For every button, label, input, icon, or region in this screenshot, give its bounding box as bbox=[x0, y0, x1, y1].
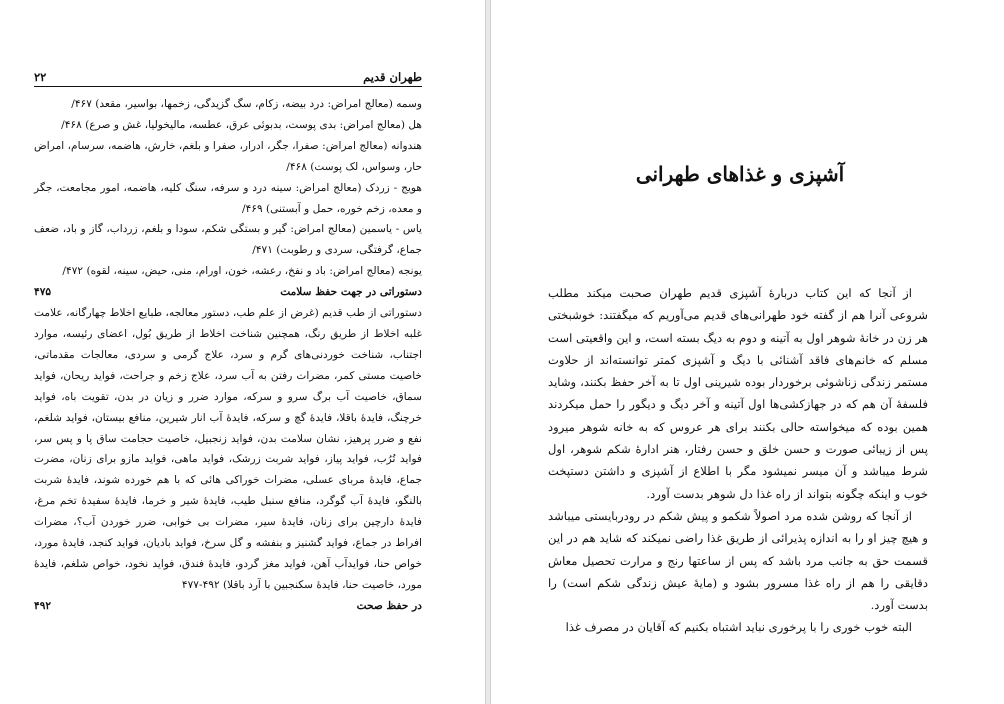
left-page-text bbox=[34, 94, 422, 617]
body-paragraph: البته خوب خوری را با پرخوری نباید اشتباه بکنیم که آقایان در مصرف غذا bbox=[565, 620, 912, 635]
chapter-title: آشپزی و غذاهای طهرانی bbox=[635, 162, 845, 186]
entry-paragraph: هویج - زردک (معالج امراض: سینه درد و سرفه، سنگ کلیه، هاضمه، امور مجامعت، جگر و معده، زخم خوره، حمل و آبستنی) ۴۶۹/ bbox=[34, 181, 422, 215]
section-heading bbox=[34, 596, 422, 617]
running-header-title: طهران قدیم bbox=[363, 70, 422, 84]
entry-paragraph: هندوانه (معالج امراض: صفرا، جگر، ادرار، صفرا و بلغم، خارش، هاضمه، سرسام، امراض حار، وسواس، لک پوست) ۴۶۸/ bbox=[34, 139, 422, 173]
running-header bbox=[34, 70, 422, 86]
section-heading-title: دستوراتی در جهت حفظ سلامت bbox=[280, 286, 422, 299]
header-rule bbox=[34, 86, 422, 87]
entry-paragraph: وسمه (معالج امراض: درد بیضه، زکام، سگ گزیدگی، زخمها، بواسیر، مقعد) ۴۶۷/ bbox=[71, 98, 422, 110]
right-page-text bbox=[548, 282, 928, 639]
section-heading-number: ۴۷۵ bbox=[34, 286, 52, 299]
entry-paragraph: یونجه (معالج امراض: باد و نفخ، رعشه، خون، اورام، منی، حیض، سینه، لقوه) ۴۷۲/ bbox=[62, 265, 422, 278]
page-number: ۲۲ bbox=[34, 70, 47, 84]
section-heading-title: در حفظ صحت bbox=[356, 599, 422, 612]
section-heading bbox=[34, 282, 422, 303]
entry-paragraph: یاس - یاسمین (معالج امراض: گیر و بستگی شکم، سودا و بلغم، زرداب، گاز و باد، ضعف جماع، گرفتگی، سردی و رطوبت) ۴۷۱/ bbox=[34, 223, 422, 257]
entry-paragraph: هل (معالج امراض: بدی پوست، بدبوئی عرق، عطسه، مالیخولیا، غش و صرع) ۴۶۸/ bbox=[61, 118, 422, 131]
body-paragraph: از آنجا که روشن شده مرد اصولاً شکمو و پیش شکم در رودربایستی میباشد و هیچ چیز او را به اندازه پذیرائی از طریق غذا راضی نمیکند که شاید هم در این قسمت حق به جانب مرد باشد که پس از ساعتها رنج و مرارت تحصیل معاش دقایقی را هم از راه غذا مسرور بشود و (مایهٔ عیش زندگی شکم است) را بدست آورد. bbox=[548, 508, 928, 613]
body-paragraph: از آنجا که این کتاب دربارهٔ آشپزی قدیم طهران صحبت میکند مطلب شروعی آنرا هم از گفته خود طهرانی‌های قدیم می‌آوریم که میگفتند: خوشبختی هر زن در خانهٔ شوهر اول به آتینه و دوم به دیگ بسته است، و این واقعیتی است مسلم که خانم‌های فاقد آشنائی با دیگ و آشپزی کمتر توانسته‌اند از حلاوت مستمر زندگی زناشوئی برخوردار بوده شیرینی اول تا به آخر حفظ بکنند، وشاید فلسفهٔ آن هم که در جهازکشی‌ها اول آتینه و آخر دیگ و دیگور را حمل میکردند همین بوده که میخواسته حالی بکنند برای هر عروس که به خانه شوهر میرود پس از زیبائی صورت و حسن خلق و حسن رفتار، هنر ادارهٔ شکم شوهر، اول شرط میباشد و آن میسر نمیشود مگر با اطلاع از آشپزی و داشتن دستپخت خوب و اینکه چگونه بتواند از راه غذا دل شوهر بدست آورد. bbox=[548, 286, 928, 501]
body-paragraph: دستوراتی از طب قدیم (غرض از علم طب، دستور معالجه، طبایع اخلاط چهارگانه، علامت غلبه اخلاط از طریق رنگ، همچنین شناخت اخلاط از طریق بُول، اعضای رئیسه، موارد اجتناب، شناخت خوردنی‌های گرم و سرد، علاج گرمی و سردی، معالجات مقدماتی، خاصیت مستی کمر، مضرات رفتن به آب سرد، علاج زخم و جراحت، فواید ریحان، فواید سماق، خاصیت آب برگ سرو و سرکه، موارد ضرر و زیان در بدن، تقویت باه، فواید خرچنگ، فایدهٔ باقلا، فایدهٔ گچ و سرکه، فایدهٔ آب انار شیرین، منافع بیستان، فواید شلغم، نفع و ضرر پرهیز، نشان سلامت بدن، فواید زنجبیل، خاصیت حجامت ساق پا و پس سر، فواید تُرُب، فواید پیاز، فواید شربت زرشک، فواید ماهی، فواید مازو برای زنان، مضرت جماع، فایدهٔ مربای عسلی، مضرات خوراکی هائی که با هم خورده شوند، فایدهٔ شربت بالنگو، فایدهٔ آب گوگرد، منافع سنبل طیب، فایدهٔ شیر و خرما، فایدهٔ سفیدهٔ تخم مرغ، فایدهٔ دارچین برای زنان، فایدهٔ سیر، مضرات بی خوابی، ضرر خوردن آب؟، مضرات افراط در جماع، فواید گشنیز و بنفشه و گل سرخ، فواید بادیان، فواید کنجد، فایدهٔ مورد، خواص حنا، فوایدآب آهن، فواید مغز گردو، فایدهٔ فندق، فواید نخود، خواص شلغم، فایدهٔ مورد، خاصیت حنا، فایدهٔ سکنجبین با آرد باقلا) ۴۹۲-۴۷۷ bbox=[34, 307, 422, 591]
section-heading-number: ۴۹۲ bbox=[34, 599, 52, 612]
